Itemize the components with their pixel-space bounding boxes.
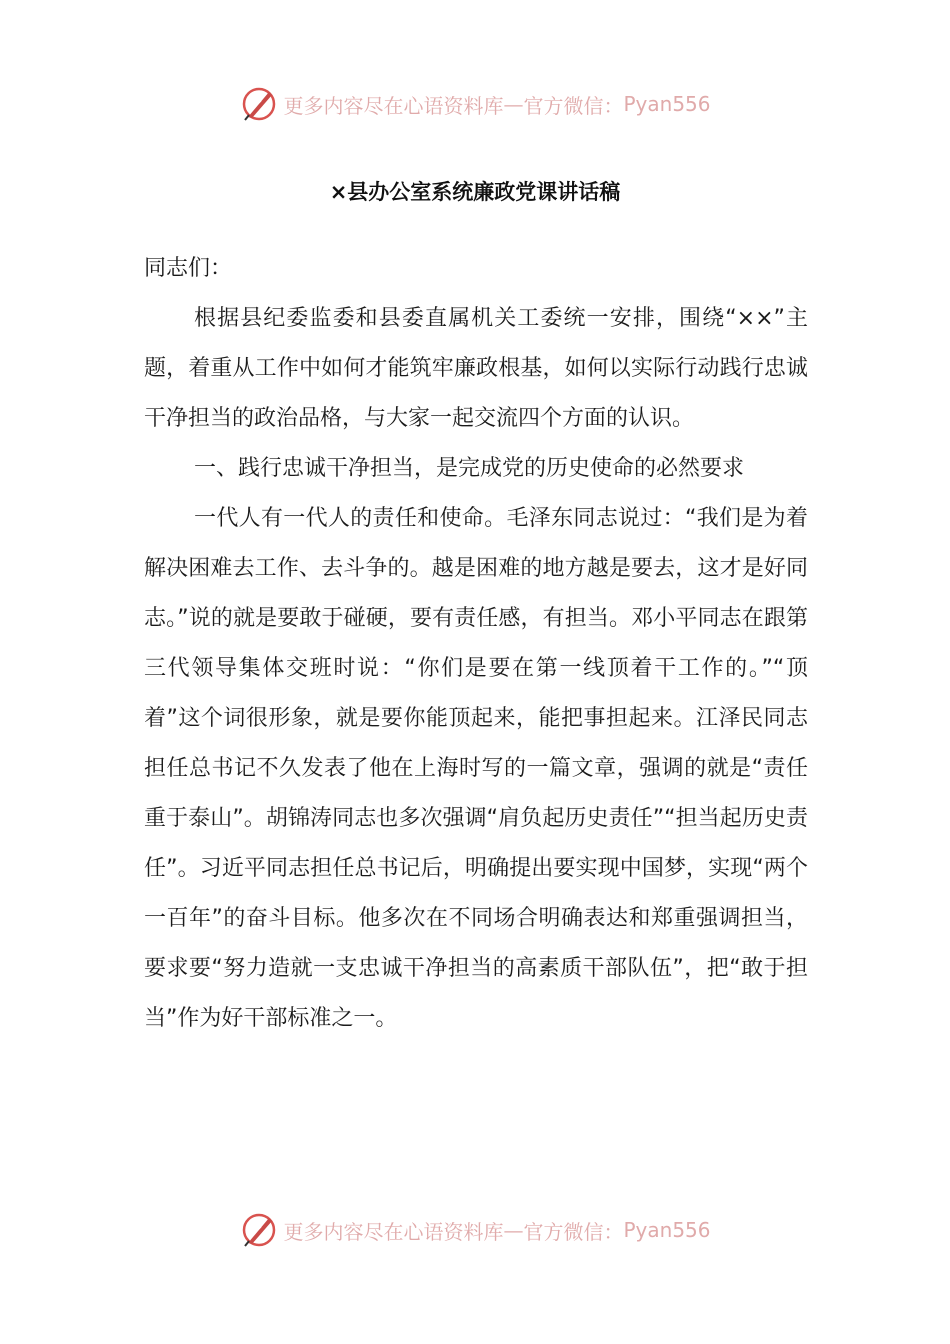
watermark-dash: — <box>503 1218 524 1242</box>
watermark-wechat-id: Pyan556 <box>623 1218 711 1242</box>
watermark-main-text: 更多内容尽在心语资料库 <box>283 1219 504 1244</box>
watermark-wechat-id: Pyan556 <box>623 92 711 116</box>
paragraph-body-1: 一代人有一代人的责任和使命。毛泽东同志说过：“我们是为着解决困难去工作、去斗争的。越是困难的地方越是要去，这才是好同志。”说的就是要敢于碰硬，要有责任感，有担当。邓小平同志在跟第三代领导集体交班时说：“你们是要在第一线顶着干工作的。”“顶着”这个词很形象，就是要你能顶起来，能把事担起来。江泽民同志担任总书记不久发表了他在上海时写的一篇文章，强调的就是“责任重于泰山”。胡锦涛同志也多次强调“肩负起历史责任”“担当起历史责任”。习近平同志担任总书记后，明确提出要实现中国梦，实现“两个一百年”的奋斗目标。他多次在不同场合明确表达和郑重强调担当，要求要“努力造就一支忠诚干净担当的高素质干部队伍”，把“敢于担当”作为好干部标准之一。 <box>144 506 808 1031</box>
watermark-main-text: 更多内容尽在心语资料库 <box>283 93 504 118</box>
watermark-wechat-label: 官方微信： <box>523 93 624 118</box>
quill-logo-icon <box>239 84 279 124</box>
header-watermark <box>0 84 950 124</box>
salutation: 同志们： <box>144 256 233 281</box>
quill-logo-icon <box>239 1210 279 1250</box>
watermark-wechat-label: 官方微信： <box>523 1219 624 1244</box>
document-title: ×县办公室系统廉政党课讲话稿 <box>329 180 621 204</box>
paragraph-intro: 根据县纪委监委和县委直属机关工委统一安排，围绕“××”主题，着重从工作中如何才能筑牢廉政根基，如何以实际行动践行忠诚干净担当的政治品格，与大家一起交流四个方面的认识。 <box>144 306 808 431</box>
watermark-dash: — <box>503 92 524 116</box>
document-body <box>144 244 808 1044</box>
section-heading-1: 一、践行忠诚干净担当，是完成党的历史使命的必然要求 <box>194 456 745 481</box>
footer-watermark <box>0 1210 950 1250</box>
